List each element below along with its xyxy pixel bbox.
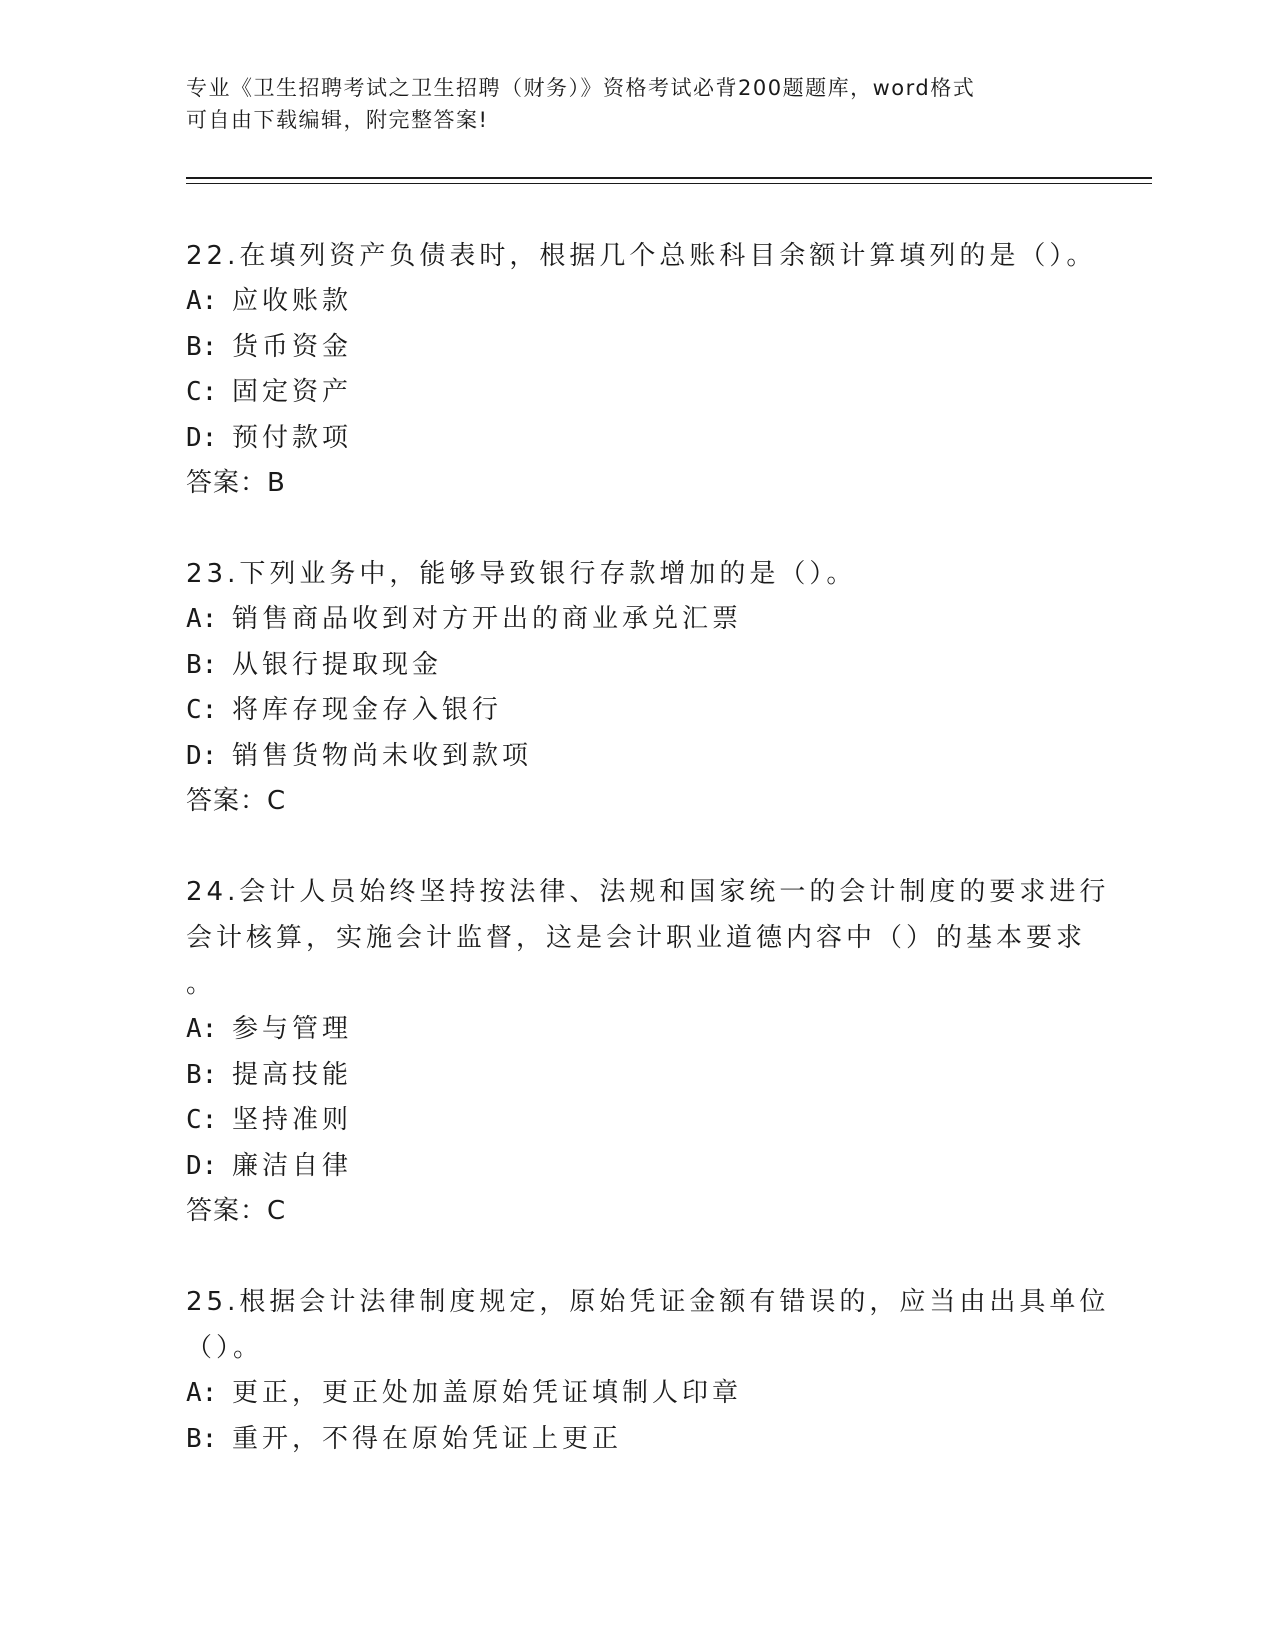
option-b bbox=[186, 1053, 1086, 1099]
option-text: 货币资金 bbox=[232, 331, 353, 362]
option-b bbox=[186, 325, 1086, 371]
option-letter: D: bbox=[186, 1150, 218, 1181]
option-a bbox=[186, 279, 1086, 325]
option-text: 更正，更正处加盖原始凭证填制人印章 bbox=[232, 1378, 743, 1408]
option-text: 固定资产 bbox=[232, 377, 353, 407]
question-25 bbox=[186, 1279, 1110, 1462]
option-letter: A: bbox=[186, 286, 218, 316]
option-c bbox=[186, 1098, 1086, 1144]
option-text: 从银行提取现金 bbox=[232, 649, 443, 680]
option-text: 应收账款 bbox=[232, 286, 353, 316]
option-letter: B: bbox=[186, 1059, 218, 1090]
option-text: 参与管理 bbox=[232, 1014, 353, 1044]
question-stem-line-1: 24.会计人员始终坚持按法律、法规和国家统一的会计制度的要求进行 bbox=[186, 877, 1110, 907]
question-stem: 22.在填列资产负债表时，根据几个总账科目余额计算填列的是（）。 bbox=[186, 241, 1097, 271]
option-text: 坚持准则 bbox=[232, 1105, 353, 1135]
option-letter: A: bbox=[186, 1014, 218, 1044]
answer-label: 答案：C bbox=[186, 1196, 287, 1226]
question-22 bbox=[186, 233, 1097, 507]
option-a bbox=[186, 1007, 1086, 1053]
question-stem-line-2: 会计核算，实施会计监督，这是会计职业道德内容中（）的基本要求 bbox=[186, 923, 1087, 953]
question-stem-line-1: 25.根据会计法律制度规定，原始凭证金额有错误的，应当由出具单位 bbox=[186, 1287, 1110, 1317]
question-stem-line-2: （）。 bbox=[186, 1333, 264, 1363]
header-divider-thin bbox=[186, 183, 1152, 184]
option-letter: C: bbox=[186, 1105, 218, 1135]
header-divider-thick bbox=[186, 177, 1152, 179]
header-title-line-1: 专业《卫生招聘考试之卫生招聘（财务）》资格考试必背200题题库，word格式 bbox=[186, 76, 976, 100]
option-a bbox=[186, 1371, 1086, 1417]
question-24 bbox=[186, 869, 1110, 1235]
option-b bbox=[186, 1417, 1086, 1463]
document-header bbox=[186, 72, 1066, 136]
option-b bbox=[186, 643, 1086, 689]
option-text: 提高技能 bbox=[232, 1059, 353, 1090]
option-text: 重开，不得在原始凭证上更正 bbox=[232, 1423, 623, 1454]
option-letter: A: bbox=[186, 604, 218, 634]
option-text: 销售商品收到对方开出的商业承兑汇票 bbox=[232, 604, 743, 634]
question-stem: 23.下列业务中，能够导致银行存款增加的是（）。 bbox=[186, 559, 857, 589]
option-c bbox=[186, 688, 1086, 734]
question-23 bbox=[186, 551, 1086, 825]
option-c bbox=[186, 370, 1086, 416]
header-title-line-2: 可自由下载编辑，附完整答案! bbox=[186, 108, 489, 132]
option-text: 销售货物尚未收到款项 bbox=[232, 740, 533, 771]
option-letter: B: bbox=[186, 331, 218, 362]
option-a bbox=[186, 597, 1086, 643]
option-letter: B: bbox=[186, 649, 218, 680]
option-text: 预付款项 bbox=[232, 422, 353, 453]
option-letter: C: bbox=[186, 377, 218, 407]
question-stem-line-3: 。 bbox=[186, 969, 217, 999]
answer-label: 答案：B bbox=[186, 468, 286, 498]
option-letter: A: bbox=[186, 1378, 218, 1408]
option-letter: D: bbox=[186, 740, 218, 771]
option-d bbox=[186, 734, 1086, 780]
option-letter: C: bbox=[186, 695, 218, 725]
option-d bbox=[186, 416, 1086, 462]
option-text: 廉洁自律 bbox=[232, 1150, 353, 1181]
option-letter: D: bbox=[186, 422, 218, 453]
option-text: 将库存现金存入银行 bbox=[232, 695, 503, 725]
option-letter: B: bbox=[186, 1423, 218, 1454]
option-d bbox=[186, 1144, 1086, 1190]
answer-label: 答案：C bbox=[186, 786, 287, 816]
